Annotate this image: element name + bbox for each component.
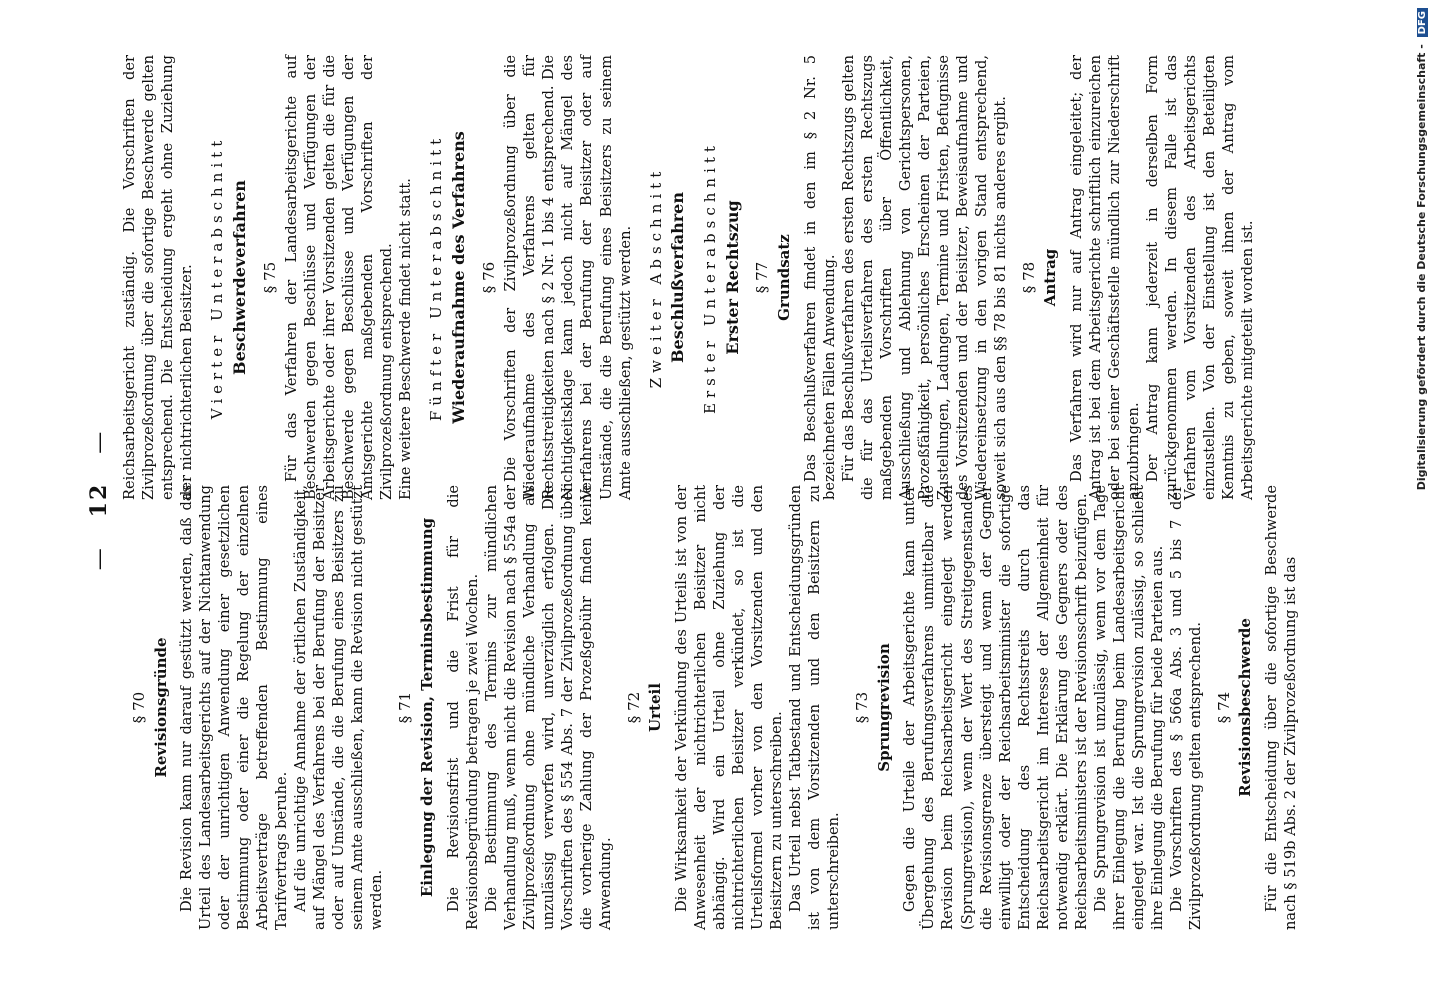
credit-text: Digitalisierung gefördert durch die Deutsche Forschungsgemeinschaft - bbox=[1415, 44, 1428, 491]
body-paragraph: Eine weitere Beschwerde findet nicht statt. bbox=[397, 178, 415, 500]
paragraph-number: § 75 bbox=[260, 261, 279, 294]
section-title: Beschwerdeverfahren bbox=[229, 180, 249, 375]
body-paragraph: Die Bestimmung des Termins zur mündlichen Verhandlung muß, wenn nicht die Revision nach § 554a der Zivilprozeßordnung ohne mündliche Verhandlung als unzulässig verworfen wird, unverzüglich erfolgen. Die Vorschriften des § 554 Abs. 7 der Zivilprozeßordnung über die vorherige Zahlung der Prozeßgebühr finden keine Anwendung. bbox=[482, 485, 614, 930]
body-paragraph: Für das Beschlußverfahren des ersten Rechtszugs gelten die für das Urteilsverfahren des ersten Rechtszugs maßgebenden Vorschriften über Öffentlichkeit, Ausschließung und Ablehnung von Gerichtspersonen, Prozeßfähigkeit, persönliches Erscheinen der Parteien, Zustellungen, Ladungen, Termine und Fristen, Befugnisse des Vorsitzenden und der Beisitzer, Beweisaufnahme und Wiedereinsetzung in den vorigen Stand entsprechend, soweit sich aus den §§ 78 bis 81 nichts anderes ergibt. bbox=[839, 55, 1009, 500]
body-paragraph: Das Beschlußverfahren findet in den im § 2 Nr. 5 bezeichneten Fällen Anwendung. bbox=[801, 55, 838, 500]
paragraph-title: Einlegung der Revision, Terminsbestimmung bbox=[418, 517, 437, 898]
paragraph-title: Sprungrevision bbox=[874, 643, 893, 772]
body-paragraph: Das Urteil nebst Tatbestand und Entscheidungsgründen ist von dem Vorsitzenden und den Beisitzern zu unterschreiben. bbox=[787, 485, 843, 930]
body-paragraph: Der Antrag kann jederzeit in derselben Form zurückgenommen werden. In diesem Falle ist das Verfahren vom Vorsitzenden des Arbeitsgerichts einzustellen. Von der Einstellung ist den Beteiligten Kenntnis zu geben, soweit ihnen der Antrag vom Arbeitsgerichte mitgeteilt worden ist. bbox=[1144, 55, 1257, 500]
paragraph-number: § 72 bbox=[624, 691, 643, 724]
section-label: Zweiter Abschnitt bbox=[646, 166, 665, 389]
paragraph-title: Revisionsbeschwerde bbox=[1236, 618, 1255, 797]
paragraph-number: § 77 bbox=[753, 261, 772, 294]
body-paragraph: Gegen die Urteile der Arbeitsgerichte kann unter Übergehung des Berufungsverfahrens unmittelbar die Revision beim Reichsarbeitsgericht eingelegt werden (Sprungrevision), wenn der Wert des Streitgegenstandes die Revisionsgrenze übersteigt und wenn der Gegner einwilligt oder der Reichsarbeitsminister die sofortige Entscheidung des Rechtsstreits durch das Reichsarbeitsgericht im Interesse der Allgemeinheit für notwendig erklärt. Die Erklärung des Gegners oder des Reichsarbeitsministers ist der Revisionsschrift beizufügen. bbox=[901, 485, 1090, 930]
paragraph-number: § 74 bbox=[1214, 691, 1233, 724]
body-paragraph: Die Wirksamkeit der Verkündung des Urteils ist von der Anwesenheit der nichtrichterlichen Beisitzer nicht abhängig. Wird ein Urteil ohne Zuziehung der nichtrichterlichen Beisitzer verkündet, so ist die Urteilsformel vorher von den Vorsitzenden und den Beisitzern zu unterschreiben. bbox=[673, 485, 786, 930]
paragraph-number: § 73 bbox=[853, 691, 872, 724]
section-label: Erster Unterabschnitt bbox=[701, 141, 719, 414]
page-number: — 12 — bbox=[86, 429, 112, 571]
body-paragraph: Auf die unrichtige Annahme der örtlichen Zuständigkeit, auf Mängel des Verfahrens bei der Berufung der Beisitzer oder auf Umstände, die die Berufung eines Beisitzers zu seinem Amte ausschließen, kann die Revision nicht gestützt werden. bbox=[292, 485, 386, 930]
dfg-logo: DFG bbox=[1417, 8, 1428, 37]
paragraph-title: Urteil bbox=[646, 683, 665, 732]
paragraph-number: § 71 bbox=[396, 691, 415, 724]
paragraph-title: Antrag bbox=[1041, 248, 1060, 307]
paragraph-title: Revisionsgründe bbox=[151, 637, 170, 778]
paragraph-number: § 78 bbox=[1019, 261, 1038, 294]
body-paragraph: Reichsarbeitsgericht zuständig. Die Vorschriften der Zivilprozeßordnung über die sofortige Beschwerde gelten entsprechend. Die Entscheidung ergeht ohne Zuziehung der nichtrichterlichen Beisitzer. bbox=[121, 55, 196, 500]
section-label: Fünfter Unterabschnitt bbox=[427, 133, 446, 422]
body-paragraph: Die Revisionsfrist und die Frist für die Revisionsbegründung betragen je zwei Wochen. bbox=[444, 485, 481, 930]
page-number-value: 12 bbox=[86, 482, 112, 518]
body-paragraph: Für die Entscheidung über die sofortige Beschwerde nach § 519b Abs. 2 der Zivilprozeßordnung ist das bbox=[1263, 485, 1300, 930]
section-title: Beschlußverfahren bbox=[668, 192, 688, 363]
section-title: Wiederaufnahme des Verfahrens bbox=[448, 131, 468, 424]
body-paragraph: Das Verfahren wird nur auf Antrag eingeleitet; der Antrag ist bei dem Arbeitsgerichte schriftlich einzureichen oder bei seiner Geschäftsstelle mündlich zur Niederschrift anzubringen. bbox=[1068, 55, 1143, 500]
section-title: Erster Rechtszug bbox=[722, 200, 742, 355]
paragraph-title: Grundsatz bbox=[775, 234, 793, 321]
body-paragraph: Für das Verfahren der Landesarbeitsgerichte auf Beschwerden gegen Beschlüsse und Verfügungen der Arbeitsgerichte oder ihrer Vorsitzenden gelten die für die Beschwerde gegen Beschlüsse und Verfügungen der Amtsgerichte maßgebenden Vorschriften der Zivilprozeßordnung entsprechend. bbox=[283, 55, 396, 500]
body-paragraph: Die Vorschriften der Zivilprozeßordnung über die Wiederaufnahme des Verfahrens gelten für Rechtsstreitigkeiten nach § 2 Nr. 1 bis 4 entsprechend. Die Nichtigkeitsklage kann jedoch nicht auf Mängel des Verfahrens bei der Berufung der Beisitzer oder auf Umstände, die die Berufung eines Beisitzers zu seinem Amte ausschließen, gestützt werden. bbox=[502, 55, 634, 500]
paragraph-number: § 70 bbox=[130, 691, 148, 724]
body-paragraph: Die Vorschriften des § 566a Abs. 3 und 5 bis 7 der Zivilprozeßordnung gelten entsprechend. bbox=[1167, 485, 1204, 930]
right-text-column bbox=[120, 55, 1320, 500]
digitization-credit bbox=[1415, 0, 1428, 1000]
body-paragraph: Die Sprungrevision ist unzulässig, wenn vor dem Tage ihrer Einlegung die Berufung beim Landesarbeitsgericht eingelegt war. Ist die Sprungrevision zulässig, so schließt ihre Einlegung die Berufung für beide Parteien aus. bbox=[1091, 485, 1166, 930]
left-text-column bbox=[120, 485, 1320, 930]
body-paragraph: Die Revision kann nur darauf gestützt werden, daß das Urteil des Landesarbeitsgerichts auf der Nichtanwendung oder der unrichtigen Anwendung einer gesetzlichen Bestimmung oder einer die Regelung der einzelnen Arbeitsverträge betreffenden Bestimmung eines Tarifvertrags beruhe. bbox=[178, 485, 291, 930]
section-label: Vierter Unterabschnitt bbox=[208, 135, 227, 420]
paragraph-number: § 76 bbox=[479, 261, 498, 294]
